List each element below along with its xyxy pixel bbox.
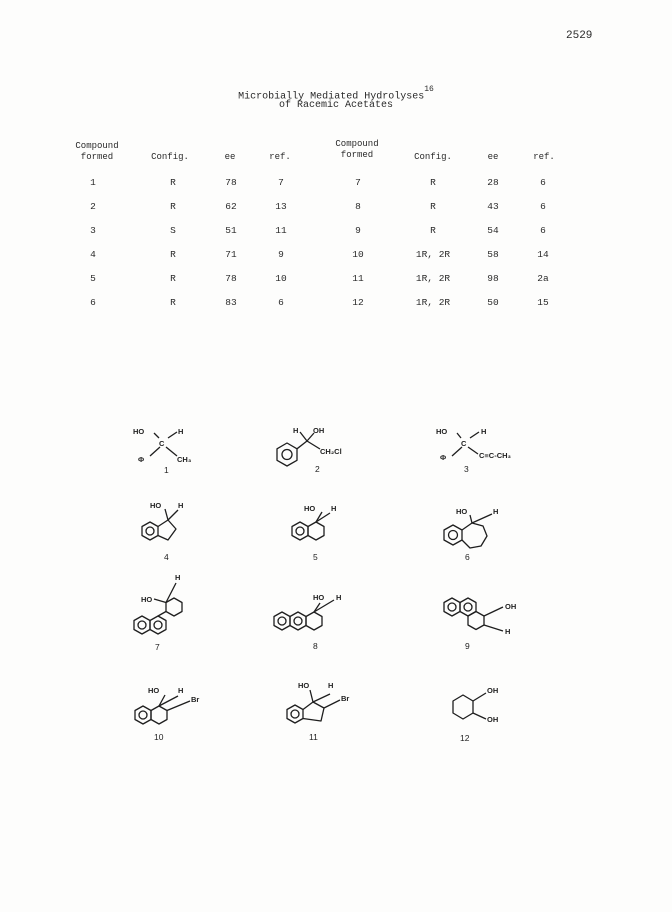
table-title-reference: 16 (424, 85, 434, 94)
s5-h: H (331, 504, 337, 513)
s9-oh: OH (505, 602, 517, 611)
table-cell: R (430, 225, 436, 236)
structure-label: 10 (154, 732, 164, 742)
s10-h: H (178, 686, 184, 695)
s5-ho: HO (304, 504, 316, 513)
header-config-left: Config. (151, 152, 189, 162)
header-ref-left: ref. (269, 152, 291, 162)
table-cell: 62 (225, 201, 237, 212)
header-compound-left-top: Compound (75, 141, 119, 151)
structure-label: 8 (313, 641, 318, 651)
table-cell: 6 (90, 297, 96, 308)
structure-11 (287, 690, 340, 723)
structure-label: 11 (309, 732, 318, 742)
s12-oh-top: OH (487, 686, 499, 695)
table-cell: 51 (225, 225, 237, 236)
table-cell: 71 (225, 249, 237, 260)
table-cell: R (170, 201, 176, 212)
header-compound-right-top: Compound (335, 139, 379, 149)
structure-5 (292, 512, 330, 540)
table-cell: 11 (352, 273, 364, 284)
s3-ho: HO (436, 427, 448, 436)
structure-label: 3 (464, 464, 469, 474)
table-cell: 43 (487, 201, 499, 212)
header-ref-right: ref. (533, 152, 555, 162)
s8-ho: HO (313, 593, 325, 602)
header-ee-left: ee (224, 152, 236, 162)
s10-ho: HO (148, 686, 160, 695)
table-cell: R (430, 201, 436, 212)
structure-12 (453, 693, 486, 719)
structure-8 (274, 600, 334, 630)
table-cell: 9 (278, 249, 284, 260)
table-cell: 6 (278, 297, 284, 308)
s12-oh-bottom: OH (487, 715, 499, 724)
table-cell: 12 (352, 297, 364, 308)
table-cell: S (170, 225, 176, 236)
table-cell: R (170, 273, 176, 284)
structure-label: 5 (313, 552, 318, 562)
table-cell: 50 (487, 297, 499, 308)
structure-4 (142, 509, 178, 540)
structure-label: 6 (465, 552, 470, 562)
table-cell: 3 (90, 225, 96, 236)
structure-10 (135, 695, 190, 724)
s3-c: C (461, 439, 467, 448)
s11-ho: HO (298, 681, 310, 690)
table-cell: R (170, 249, 176, 260)
structure-9 (444, 598, 503, 631)
table-cell: 28 (487, 177, 499, 188)
s1-ho: HO (133, 427, 145, 436)
page-number: 2529 (566, 30, 593, 42)
table-cell: 7 (355, 177, 361, 188)
table-cell: 83 (225, 297, 237, 308)
table-cell: R (430, 177, 436, 188)
table-cell: 78 (225, 177, 237, 188)
table-subtitle: of Racemic Acetates (278, 100, 394, 111)
s3-h: H (481, 427, 487, 436)
header-compound-right-bottom: formed (340, 150, 374, 160)
s1-phenyl: Φ (138, 455, 145, 464)
table-cell: 98 (487, 273, 499, 284)
s6-h: H (493, 507, 499, 516)
table-cell: 14 (537, 249, 549, 260)
table-cell: R (170, 297, 176, 308)
s1-ch3: CH₃ (177, 455, 192, 464)
s1-c: C (159, 439, 165, 448)
table-cell: 6 (540, 201, 546, 212)
table-cell: 78 (225, 273, 237, 284)
s2-oh: OH (313, 426, 325, 435)
table-cell: 1R, 2R (415, 249, 451, 260)
s9-h: H (505, 627, 511, 636)
table-cell: 1R, 2R (415, 273, 451, 284)
s7-h: H (175, 573, 181, 582)
table-title-text: Microbially Mediated Hydrolyses (238, 91, 425, 103)
structure-label: 1 (164, 465, 169, 475)
structure-label: 4 (164, 552, 169, 562)
s4-ho: HO (150, 501, 162, 510)
header-ee-right: ee (487, 152, 499, 162)
structure-label: 7 (155, 642, 160, 652)
s6-ho: HO (456, 507, 468, 516)
table-cell: 7 (278, 177, 284, 188)
s8-h: H (336, 593, 342, 602)
table-cell: 2 (90, 201, 96, 212)
table-cell: 6 (540, 225, 546, 236)
header-compound-left-bottom: formed (80, 152, 114, 162)
table-cell: R (170, 177, 176, 188)
table-cell: 15 (537, 297, 549, 308)
s2-ch2cl: CH₂Cl (320, 447, 342, 456)
table-cell: 6 (540, 177, 546, 188)
table-cell: 13 (275, 201, 287, 212)
table-cell: 54 (487, 225, 499, 236)
table-cell: 4 (90, 249, 96, 260)
structure-7 (134, 583, 182, 634)
header-config-right: Config. (414, 152, 452, 162)
s7-ho: HO (141, 595, 153, 604)
structure-2 (277, 432, 320, 466)
structure-label: 2 (315, 464, 320, 474)
s3-chain: C≡C-CH₃ (479, 451, 512, 460)
structure-label: 12 (460, 733, 470, 743)
table-cell: 58 (487, 249, 499, 260)
s1-h: H (178, 427, 184, 436)
structure-label: 9 (465, 641, 470, 651)
table-cell: 2a (537, 273, 549, 284)
s2-h: H (293, 426, 299, 435)
s11-h: H (328, 681, 334, 690)
table-cell: 1 (90, 177, 96, 188)
s4-h: H (178, 501, 184, 510)
s10-br: Br (191, 695, 200, 704)
table-cell: 11 (275, 225, 287, 236)
table-cell: 10 (275, 273, 287, 284)
table-cell: 9 (355, 225, 361, 236)
table-cell: 1R, 2R (415, 297, 451, 308)
s3-phenyl: Φ (440, 453, 447, 462)
s11-br: Br (341, 694, 350, 703)
table-cell: 5 (90, 273, 96, 284)
table-cell: 8 (355, 201, 361, 212)
table-cell: 10 (352, 249, 364, 260)
structure-6 (444, 514, 492, 548)
